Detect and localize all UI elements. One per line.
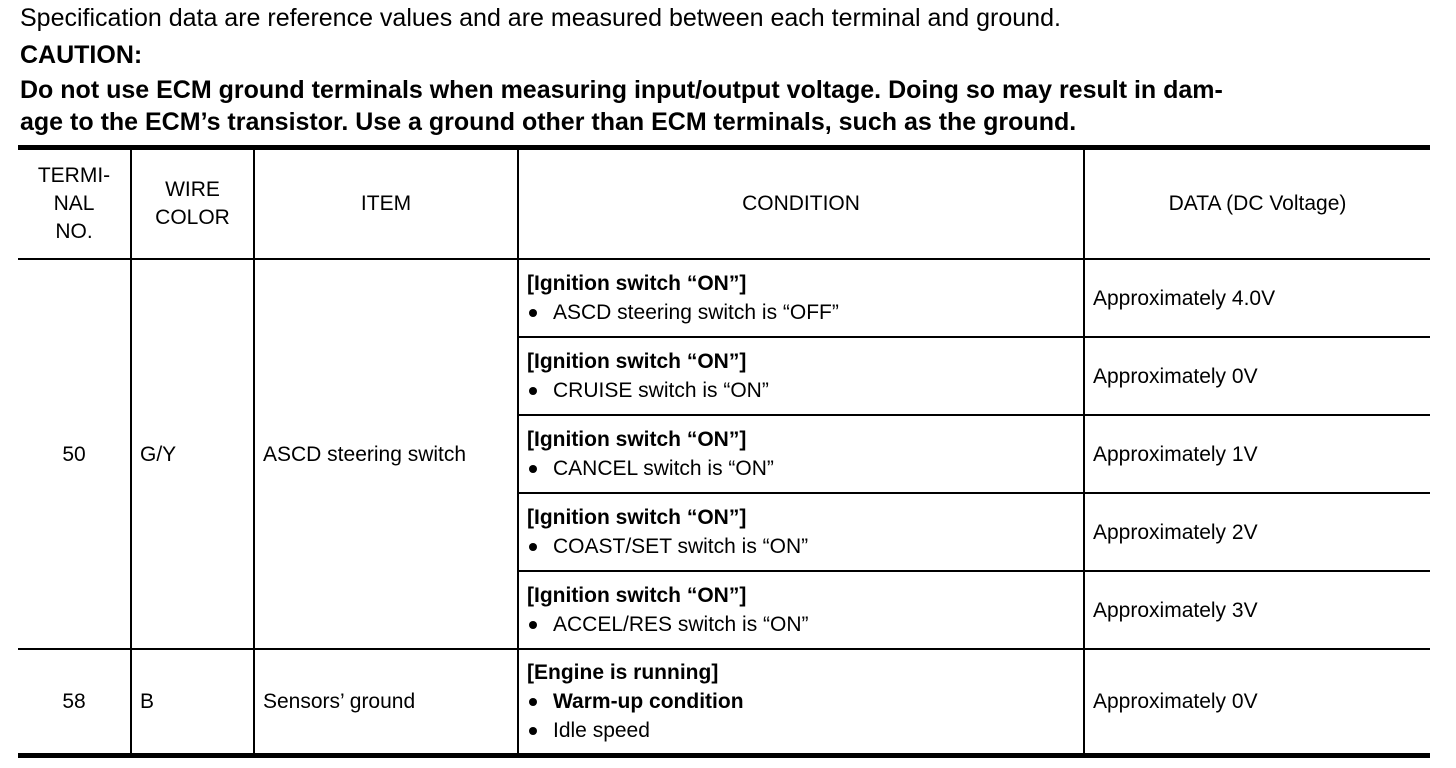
table-row [18,649,1430,756]
table-header-row [18,148,1430,260]
condition-cell [518,571,1084,649]
data-cell: Approximately 4.0V [1084,259,1430,337]
condition-heading: [Ignition switch “ON”] [527,428,747,451]
condition-bullet: Idle speed [527,716,1075,745]
bullet-dot-icon [527,298,553,327]
condition-bullet: ACCEL/RES switch is “ON” [527,610,1075,639]
intro-text: Specification data are reference values and are measured between each terminal and ground. [20,4,1061,32]
terminal-no-cell: 58 [18,649,131,756]
data-cell: Approximately 0V [1084,649,1430,756]
header-wire-color: WIRE COLOR [131,148,254,260]
condition-heading: [Ignition switch “ON”] [527,350,747,373]
wire-color-cell: B [131,649,254,756]
condition-bullet: COAST/SET switch is “ON” [527,532,1075,561]
bullet-dot-icon [527,532,553,561]
condition-cell [518,337,1084,415]
bullet-dot-icon [527,376,553,405]
condition-bullet: ASCD steering switch is “OFF” [527,298,1075,327]
data-cell: Approximately 1V [1084,415,1430,493]
condition-cell [518,259,1084,337]
bullet-dot-icon [527,716,553,745]
header-item: ITEM [254,148,518,260]
condition-cell [518,415,1084,493]
condition-bullet: CRUISE switch is “ON” [527,376,1075,405]
condition-bullet: Warm-up condition [527,687,1075,716]
wire-color-cell: G/Y [131,259,254,649]
caution-title: CAUTION: [20,41,143,69]
terminal-no-cell: 50 [18,259,131,649]
condition-cell [518,493,1084,571]
header-terminal-no: TERMI- NAL NO. [18,148,131,260]
caution-line-1: Do not use ECM ground terminals when measuring input/output voltage. Doing so may result in dam- [20,76,1223,104]
table-row [18,259,1430,337]
bullet-dot-icon [527,610,553,639]
header-data: DATA (DC Voltage) [1084,148,1430,260]
bullet-dot-icon [527,454,553,483]
caution-line-2: age to the ECM’s transistor. Use a ground other than ECM terminals, such as the ground. [20,108,1077,136]
item-cell: Sensors’ ground [254,649,518,756]
condition-heading: [Ignition switch “ON”] [527,272,747,295]
condition-heading: [Engine is running] [527,661,719,684]
data-cell: Approximately 0V [1084,337,1430,415]
terminal-spec-table [18,145,1430,758]
condition-heading: [Ignition switch “ON”] [527,584,747,607]
condition-cell [518,649,1084,756]
data-cell: Approximately 2V [1084,493,1430,571]
data-cell: Approximately 3V [1084,571,1430,649]
bullet-dot-icon [527,687,553,716]
condition-heading: [Ignition switch “ON”] [527,506,747,529]
header-condition: CONDITION [518,148,1084,260]
caution-body [20,74,1430,138]
item-cell: ASCD steering switch [254,259,518,649]
condition-bullet: CANCEL switch is “ON” [527,454,1075,483]
